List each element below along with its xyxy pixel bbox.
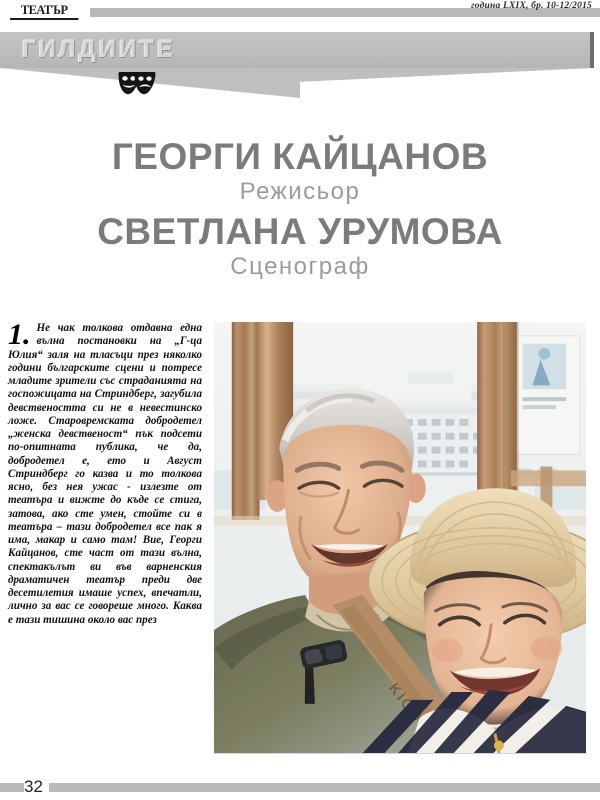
theatre-masthead-logo: ТЕАТЪР bbox=[10, 2, 78, 20]
section-banner bbox=[0, 32, 594, 68]
photo-image bbox=[214, 322, 586, 753]
theatre-masks-icon bbox=[118, 70, 156, 96]
scenographer-name: СВЕТЛАНА УРУМОВА bbox=[97, 211, 503, 252]
article-title-block bbox=[0, 138, 600, 282]
footer-rule bbox=[0, 783, 600, 792]
section-title: ГИЛДИИТЕ bbox=[22, 36, 176, 63]
article-text-column bbox=[8, 318, 202, 627]
director-name: ГЕОРГИ КАЙЦАНОВ bbox=[111, 136, 489, 177]
photo-georgi-kaytsanov-and-svetlana-urumova bbox=[212, 320, 588, 756]
banner-arrow-right bbox=[296, 68, 594, 82]
director-role: Режисьор bbox=[239, 178, 361, 205]
masthead bbox=[0, 0, 600, 22]
scenographer-role: Сценограф bbox=[230, 253, 370, 280]
issue-line: година LXIX, бр. 10-12/2015 bbox=[471, 1, 592, 11]
article-body: Не чак толкова отдавна една вълна постановки на „Г-ца Юлия“ заля на тласъци през няколко години българските сцени и потресе младите зрители със страданията на госпожицата на Стриндберг, загубила девствеността си не в невестинско ложе. Старовремската добродетел „женска девственост“ пък подсети по-опитната публика, че да, добродетел е, ето и Август Стриндберг го казва и то толкова ясно, без нея ужас - излезте от театъра и вижте до къде се стига, затова, ако сте умен, стойте си в театъра – тази добродетел все пак я има, макар и само там! Вие, Георги Кайцанов, сте част от тази вълна, спектакълът ви във варненския драматичен театър преди две десетилетия имаше успех, впечатли, лично за вас се говореше много. Каква е тази тишина около вас през bbox=[8, 322, 202, 626]
page-number: 32 bbox=[24, 778, 49, 796]
article-dropcap: 1. bbox=[8, 318, 31, 351]
